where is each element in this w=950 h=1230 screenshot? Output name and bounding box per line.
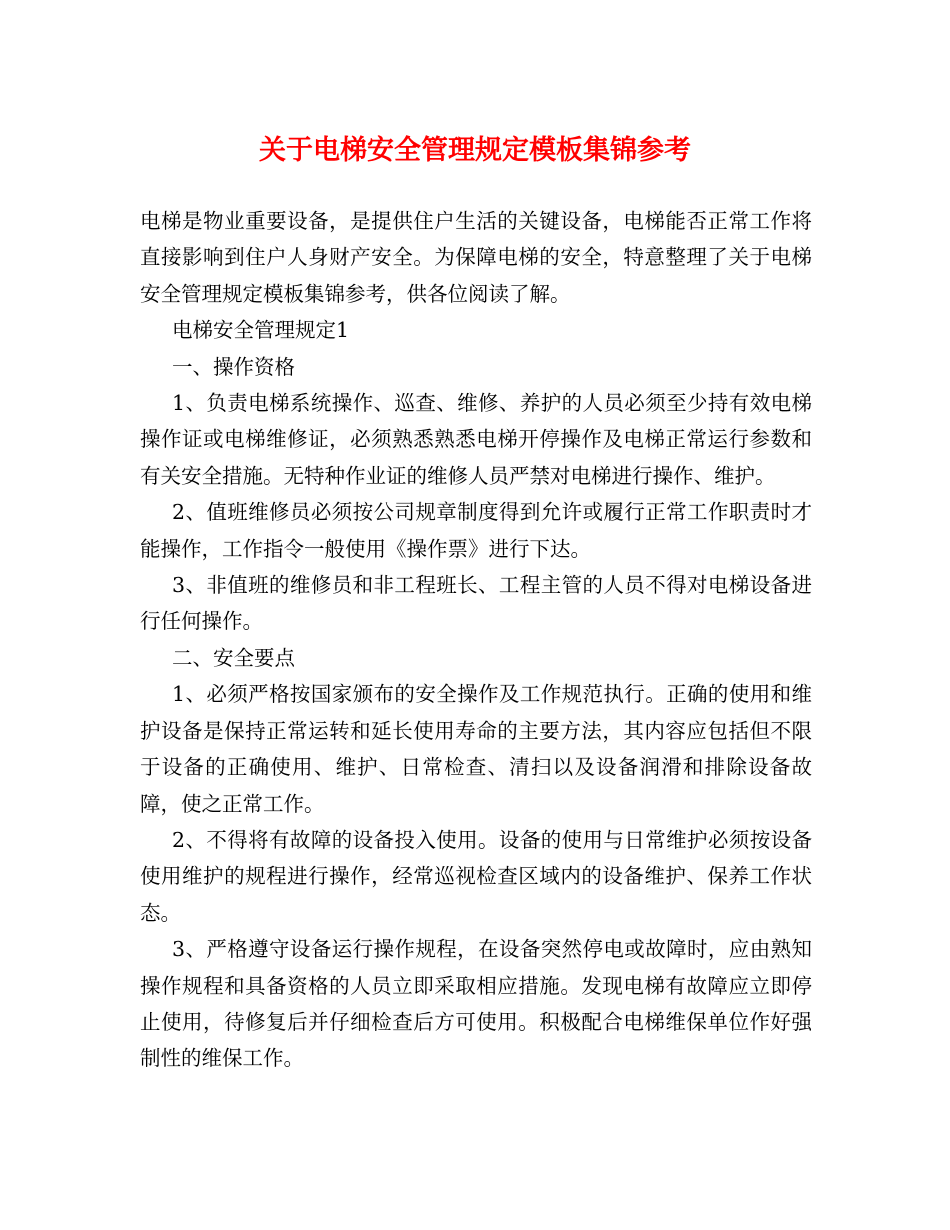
body-paragraph: 2、值班维修员必须按公司规章制度得到允许或履行正常工作职责时才能操作，工作指令一般使用《操作票》进行下达。 — [140, 500, 812, 561]
subsection-heading: 二、安全要点 — [172, 645, 295, 670]
section-heading: 电梯安全管理规定1 — [172, 318, 350, 343]
document-body — [140, 203, 812, 1077]
intro-paragraph: 电梯是物业重要设备，是提供住户生活的关键设备，电梯能否正常工作将直接影响到住户人身财产安全。为保障电梯的安全，特意整理了关于电梯安全管理规定模板集锦参考，供各位阅读了解。 — [140, 209, 812, 306]
subsection-heading: 一、操作资格 — [172, 354, 295, 379]
body-paragraph: 1、必须严格按国家颁布的安全操作及工作规范执行。正确的使用和维护设备是保持正常运转和延长使用寿命的主要方法，其内容应包括但不限于设备的正确使用、维护、日常检查、清扫以及设备润滑和排除设备故障，使之正常工作。 — [140, 682, 812, 816]
body-paragraph: 2、不得将有故障的设备投入使用。设备的使用与日常维护必须按设备使用维护的规程进行操作，经常巡视检查区域内的设备维护、保养工作状态。 — [140, 827, 812, 925]
body-paragraph: 3、严格遵守设备运行操作规程，在设备突然停电或故障时，应由熟知操作规程和具备资格的人员立即采取相应措施。发现电梯有故障应立即停止使用，待修复后并仔细检查后方可使用。积极配合电梯维保单位作好强制性的维保工作。 — [140, 937, 812, 1071]
document-title: 关于电梯安全管理规定模板集锦参考 — [259, 135, 691, 166]
body-paragraph: 3、非值班的维修员和非工程班长、工程主管的人员不得对电梯设备进行任何操作。 — [140, 573, 812, 634]
body-paragraph: 1、负责电梯系统操作、巡查、维修、养护的人员必须至少持有效电梯操作证或电梯维修证，必须熟悉熟悉电梯开停操作及电梯正常运行参数和有关安全措施。无特种作业证的维修人员严禁对电梯进行操作、维护。 — [140, 391, 812, 488]
